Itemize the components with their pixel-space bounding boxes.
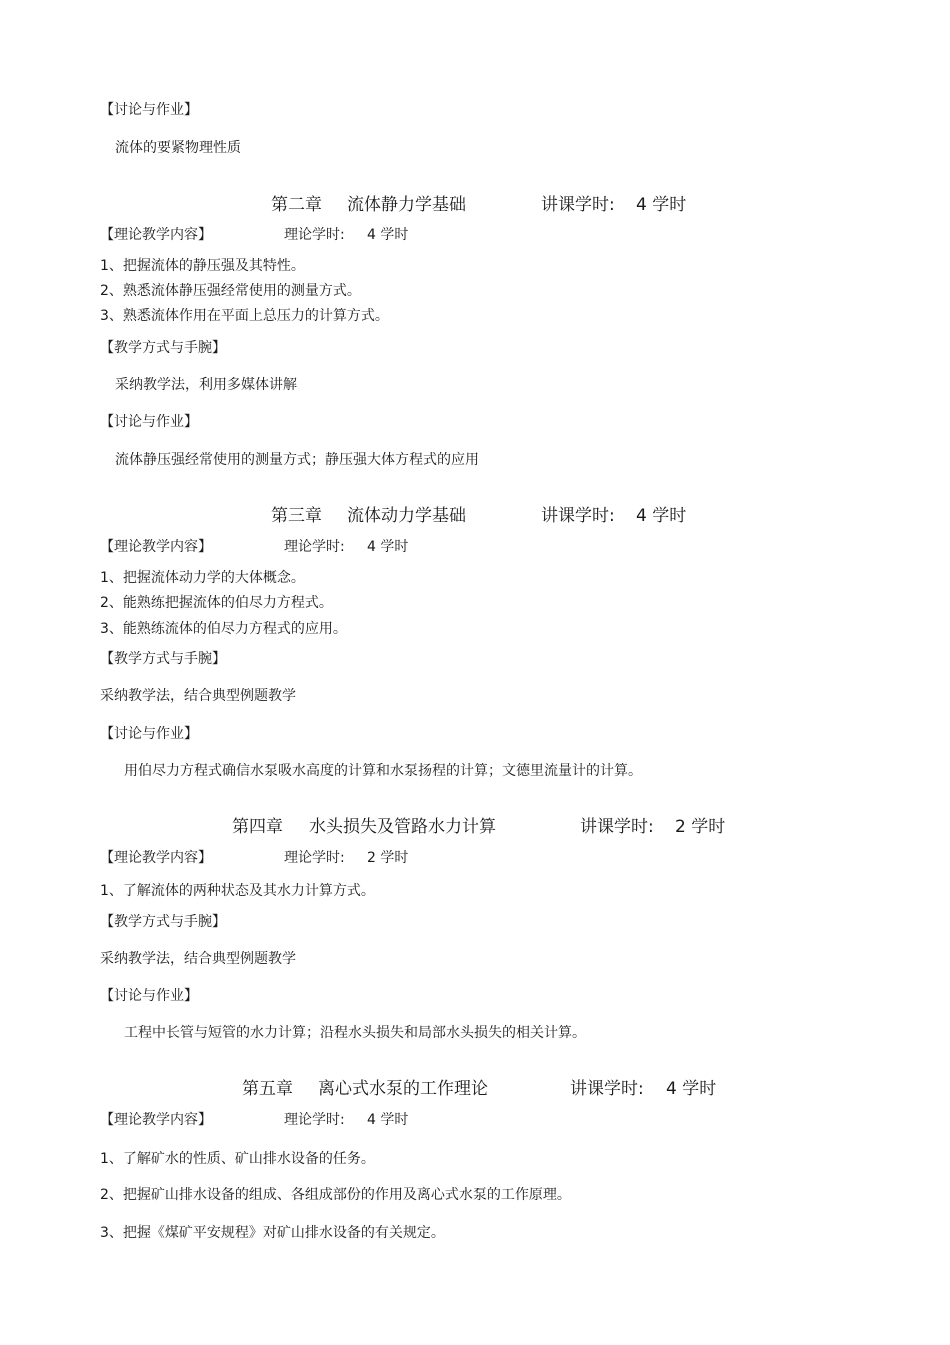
chapter-title: 流体静力学基础 [347,195,466,215]
chapter-title: 流体动力学基础 [347,506,466,526]
discuss-text: 流体的要紧物理性质 [115,140,241,156]
list-item: 2、能熟练把握流体的伯尽力方程式。 [100,595,333,611]
lecture-hours-value: 4 学时 [636,506,687,526]
lecture-hours-value: 2 学时 [675,817,726,837]
lecture-hours-label: 讲课学时: [541,195,615,215]
list-item: 3、把握《煤矿平安规程》对矿山排水设备的有关规定。 [100,1225,445,1241]
list-item: 3、熟悉流体作用在平面上总压力的计算方式。 [100,308,389,324]
list-item: 1、把握流体动力学的大体概念。 [100,570,305,586]
method-heading: 【教学方式与手腕】 [100,914,226,930]
lecture-hours-label: 讲课学时: [570,1079,644,1099]
chapter-title: 水头损失及管路水力计算 [309,817,496,837]
list-item: 3、能熟练流体的伯尽力方程式的应用。 [100,621,347,637]
theory-heading: 【理论教学内容】 [100,539,212,555]
lecture-hours-label: 讲课学时: [580,817,654,837]
method-text: 采纳教学法，结合典型例题教学 [100,688,296,704]
discuss-text: 流体静压强经常使用的测量方式；静压强大体方程式的应用 [115,452,479,468]
chapter-title: 离心式水泵的工作理论 [318,1079,488,1099]
chapter-number: 第三章 [271,506,322,526]
discuss-heading: 【讨论与作业】 [100,102,198,118]
theory-hours-value: 4 学时 [367,1112,409,1128]
theory-hours-label: 理论学时: [284,227,345,243]
list-item: 1、了解矿水的性质、矿山排水设备的任务。 [100,1151,375,1167]
chapter-5-heading [0,1078,950,1100]
lecture-hours-value: 4 学时 [636,195,687,215]
discuss-heading: 【讨论与作业】 [100,726,198,742]
chapter-number: 第五章 [242,1079,293,1099]
theory-hours-value: 4 学时 [367,539,409,555]
discuss-heading: 【讨论与作业】 [100,988,198,1004]
list-item: 2、把握矿山排水设备的组成、各组成部份的作用及离心式水泵的工作原理。 [100,1187,571,1203]
lecture-hours-value: 4 学时 [666,1079,717,1099]
discuss-text: 用伯尽力方程式确信水泵吸水高度的计算和水泵扬程的计算；文德里流量计的计算。 [124,763,642,779]
lecture-hours-label: 讲课学时: [541,506,615,526]
list-item: 1、了解流体的两种状态及其水力计算方式。 [100,883,375,899]
theory-heading: 【理论教学内容】 [100,1112,212,1128]
chapter-4-heading [0,816,950,838]
chapter-number: 第四章 [232,817,283,837]
chapter-number: 第二章 [271,195,322,215]
list-item: 2、熟悉流体静压强经常使用的测量方式。 [100,283,361,299]
method-heading: 【教学方式与手腕】 [100,651,226,667]
discuss-text: 工程中长管与短管的水力计算；沿程水头损失和局部水头损失的相关计算。 [124,1025,586,1041]
theory-heading: 【理论教学内容】 [100,227,212,243]
theory-hours-label: 理论学时: [284,850,345,866]
theory-hours-label: 理论学时: [284,1112,345,1128]
theory-hours-value: 4 学时 [367,227,409,243]
chapter-2-heading [0,194,950,216]
chapter-3-heading [0,505,950,527]
theory-hours-label: 理论学时: [284,539,345,555]
method-heading: 【教学方式与手腕】 [100,340,226,356]
list-item: 1、把握流体的静压强及其特性。 [100,258,305,274]
theory-heading: 【理论教学内容】 [100,850,212,866]
method-text: 采纳教学法，结合典型例题教学 [100,951,296,967]
theory-hours-value: 2 学时 [367,850,409,866]
discuss-heading: 【讨论与作业】 [100,414,198,430]
method-text: 采纳教学法，利用多媒体讲解 [115,377,297,393]
